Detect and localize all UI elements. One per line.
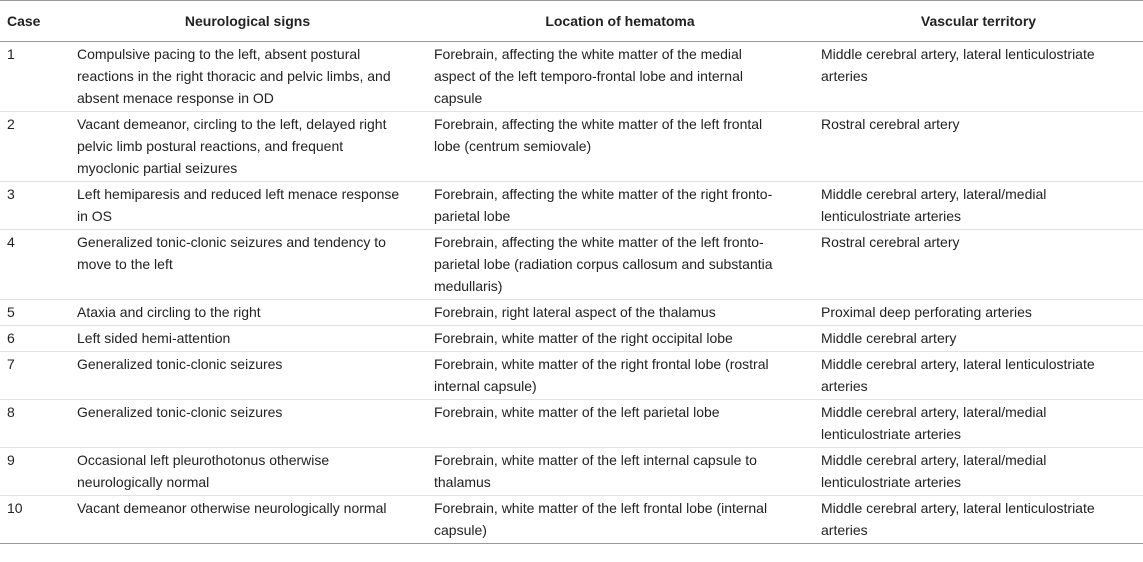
header-location-of-hematoma: Location of hematoma (426, 1, 814, 42)
table-row (0, 230, 1143, 300)
cell-territory: Proximal deep perforating arteries (814, 300, 1143, 326)
cell-location: Forebrain, white matter of the left parietal lobe (426, 400, 814, 448)
cell-signs: Vacant demeanor, circling to the left, delayed right pelvic limb postural reactions, and frequent myoclonic partial seizures (69, 112, 426, 182)
cell-location: Forebrain, affecting the white matter of the right fronto-parietal lobe (426, 182, 814, 230)
cell-signs: Left hemiparesis and reduced left menace response in OS (69, 182, 426, 230)
cell-territory: Middle cerebral artery, lateral lenticulostriate arteries (814, 496, 1143, 544)
cell-case: 4 (0, 230, 69, 300)
cell-case: 10 (0, 496, 69, 544)
cell-case: 6 (0, 326, 69, 352)
cell-territory: Middle cerebral artery (814, 326, 1143, 352)
cell-signs: Vacant demeanor otherwise neurologically normal (69, 496, 426, 544)
cell-location: Forebrain, white matter of the left internal capsule to thalamus (426, 448, 814, 496)
cell-case: 5 (0, 300, 69, 326)
cell-location: Forebrain, affecting the white matter of the left frontal lobe (centrum semiovale) (426, 112, 814, 182)
cell-territory: Middle cerebral artery, lateral lenticulostriate arteries (814, 42, 1143, 112)
cell-case: 8 (0, 400, 69, 448)
cell-location: Forebrain, right lateral aspect of the thalamus (426, 300, 814, 326)
cell-location: Forebrain, affecting the white matter of the left fronto-parietal lobe (radiation corpus callosum and substantia medullaris) (426, 230, 814, 300)
cell-location: Forebrain, affecting the white matter of the medial aspect of the left temporo-frontal lobe and internal capsule (426, 42, 814, 112)
cell-territory: Rostral cerebral artery (814, 112, 1143, 182)
cell-location: Forebrain, white matter of the right frontal lobe (rostral internal capsule) (426, 352, 814, 400)
table-header (0, 1, 1143, 42)
table-row (0, 42, 1143, 112)
header-vascular-territory: Vascular territory (814, 1, 1143, 42)
table-row (0, 326, 1143, 352)
cell-location: Forebrain, white matter of the right occipital lobe (426, 326, 814, 352)
cell-signs: Generalized tonic-clonic seizures (69, 400, 426, 448)
cell-signs: Ataxia and circling to the right (69, 300, 426, 326)
header-row (0, 1, 1143, 42)
table-row (0, 448, 1143, 496)
header-case: Case (0, 1, 69, 42)
cell-case: 9 (0, 448, 69, 496)
cell-case: 7 (0, 352, 69, 400)
table-row (0, 300, 1143, 326)
cell-territory: Middle cerebral artery, lateral lenticulostriate arteries (814, 352, 1143, 400)
cell-territory: Rostral cerebral artery (814, 230, 1143, 300)
table-row (0, 400, 1143, 448)
cell-territory: Middle cerebral artery, lateral/medial lenticulostriate arteries (814, 182, 1143, 230)
cell-signs: Left sided hemi-attention (69, 326, 426, 352)
cell-case: 3 (0, 182, 69, 230)
cell-signs: Compulsive pacing to the left, absent postural reactions in the right thoracic and pelvic limbs, and absent menace response in OD (69, 42, 426, 112)
cell-signs: Generalized tonic-clonic seizures (69, 352, 426, 400)
header-neurological-signs: Neurological signs (69, 1, 426, 42)
table-row (0, 112, 1143, 182)
cell-location: Forebrain, white matter of the left frontal lobe (internal capsule) (426, 496, 814, 544)
table-row (0, 496, 1143, 544)
table-row (0, 182, 1143, 230)
cell-case: 1 (0, 42, 69, 112)
cell-signs: Occasional left pleurothotonus otherwise neurologically normal (69, 448, 426, 496)
table-row (0, 352, 1143, 400)
cell-case: 2 (0, 112, 69, 182)
cell-signs: Generalized tonic-clonic seizures and tendency to move to the left (69, 230, 426, 300)
cell-territory: Middle cerebral artery, lateral/medial lenticulostriate arteries (814, 448, 1143, 496)
table-body (0, 42, 1143, 544)
cell-territory: Middle cerebral artery, lateral/medial lenticulostriate arteries (814, 400, 1143, 448)
